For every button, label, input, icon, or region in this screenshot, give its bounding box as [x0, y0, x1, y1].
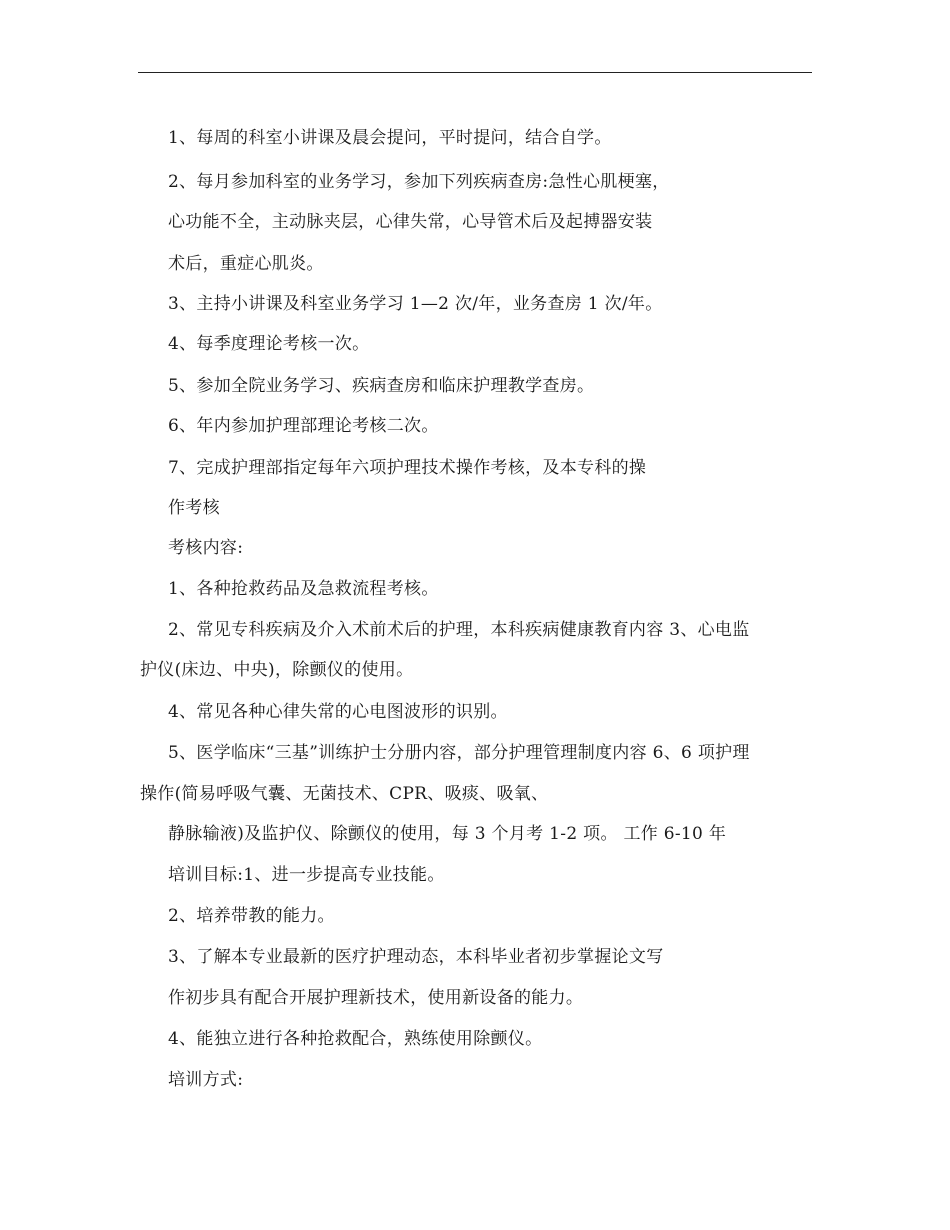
text-line: 6、年内参加护理部理论考核二次。 — [168, 416, 439, 436]
section-heading: 考核内容: — [168, 538, 244, 558]
text-line: 5、医学临床“三基”训练护士分册内容，部分护理管理制度内容 6、6 项护理 — [168, 743, 750, 763]
text-line: 7、完成护理部指定每年六项护理技术操作考核，及本专科的操 — [168, 458, 647, 478]
text-line: 作初步具有配合开展护理新技术，使用新设备的能力。 — [168, 988, 584, 1008]
text-line: 1、各种抢救药品及急救流程考核。 — [168, 579, 439, 599]
text-line: 操作(简易呼吸气囊、无菌技术、CPR、吸痰、吸氧、 — [140, 784, 549, 804]
text-line: 培训目标:1、进一步提高专业技能。 — [168, 865, 445, 885]
text-line: 护仪(床边、中央)，除颤仪的使用。 — [140, 660, 414, 680]
text-line: 4、常见各种心律失常的心电图波形的识别。 — [168, 702, 508, 722]
text-line: 3、了解本专业最新的医疗护理动态，本科毕业者初步掌握论文写 — [168, 947, 664, 967]
header-rule — [138, 72, 812, 73]
text-line: 2、每月参加科室的业务学习，参加下列疾病查房:急性心肌梗塞， — [168, 172, 670, 192]
text-line: 4、每季度理论考核一次。 — [168, 334, 370, 354]
text-line: 1、每周的科室小讲课及晨会提问，平时提问，结合自学。 — [168, 128, 612, 148]
text-line: 静脉输液)及监护仪、除颤仪的使用，每 3 个月考 1-2 项。 工作 6-10 年 — [168, 824, 727, 844]
text-line: 5、参加全院业务学习、疾病查房和临床护理教学查房。 — [168, 376, 595, 396]
text-line: 4、能独立进行各种抢救配合，熟练使用除颤仪。 — [168, 1029, 543, 1049]
text-line: 术后，重症心肌炎。 — [168, 254, 324, 274]
text-line: 心功能不全，主动脉夹层，心律失常，心导管术后及起搏器安装 — [168, 212, 653, 232]
section-heading: 培训方式: — [168, 1070, 244, 1090]
text-line: 2、培养带教的能力。 — [168, 906, 335, 926]
text-line: 作考核 — [168, 498, 220, 518]
text-line: 3、主持小讲课及科室业务学习 1—2 次/年，业务查房 1 次/年。 — [168, 294, 663, 314]
text-line: 2、常见专科疾病及介入术前术后的护理，本科疾病健康教育内容 3、心电监 — [168, 620, 750, 640]
